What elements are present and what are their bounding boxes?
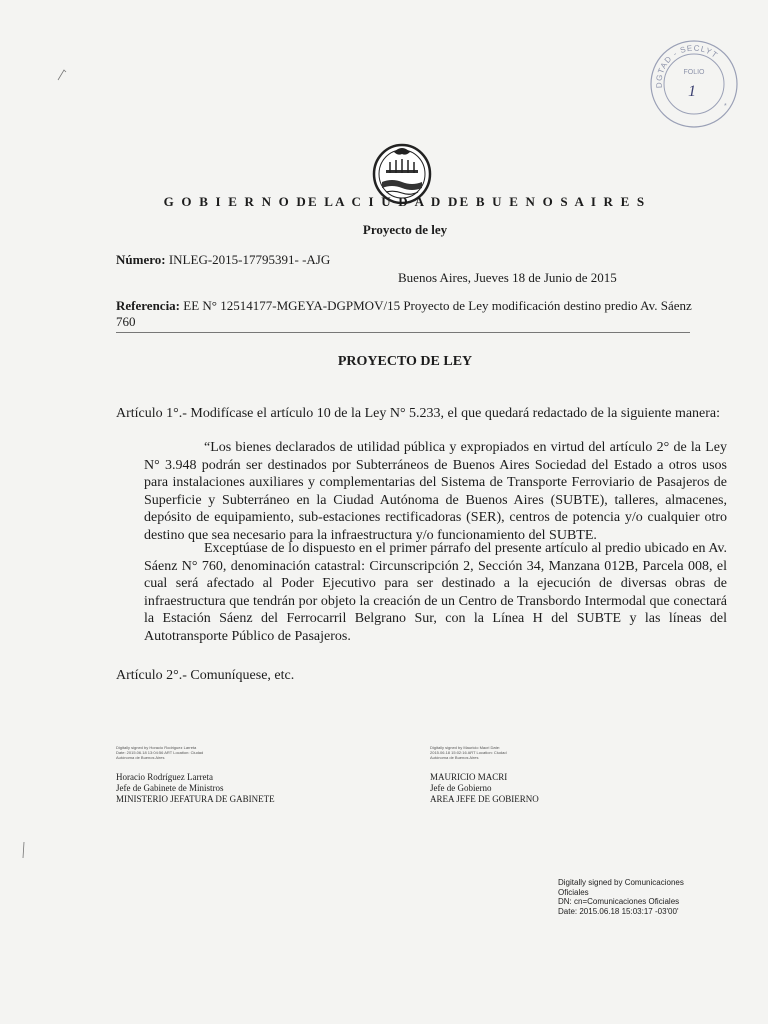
section-heading: PROYECTO DE LEY [337, 354, 473, 369]
stamp-mark: 1 [688, 83, 696, 100]
right-signature-stamp: Digitally signed by Mauricio Macri Date: 2015.06.18 15:02:16 ART Location: Ciudad Autónoma de Buenos Aires [430, 745, 507, 760]
stamp-top-text: DGTAD - SECLYT [654, 43, 720, 89]
folio-stamp [648, 38, 740, 130]
digital-line-3: DN: cn=Comunicaciones Oficiales [558, 897, 680, 906]
right-signature [430, 772, 539, 805]
left-signature-stamp: Digitally signed by Horacio Rodriguez Larreta Date: 2015.06.18 13:04:56 ART Location: Ciudad Autónoma de Buenos Aires [116, 745, 204, 760]
referencia-label: Referencia: [116, 298, 181, 313]
left-signer-org: MINISTERIO JEFATURA DE GABINETE [116, 794, 275, 804]
right-signer-org: AREA JEFE DE GOBIERNO [430, 794, 539, 804]
digital-signature-block [558, 878, 684, 916]
document-number [116, 252, 330, 268]
article-2: Artículo 2°.- Comuníquese, etc. [116, 668, 295, 683]
government-title: G O B I E R N O DE LA C I U D A D DE B U E N O S A I R E S [163, 194, 647, 209]
left-signer-name: Horacio Rodríguez Larreta [116, 772, 213, 782]
stamp-star: * [724, 103, 727, 110]
scan-mark [18, 840, 30, 860]
digital-line-1: Digitally signed by Comunicaciones [558, 878, 684, 887]
quote-text-1: “Los bienes declarados de utilidad pública y expropiados en virtud del artículo 2° de la Ley N° 3.948 podrán ser destinados por Subterráneos de Buenos Aires Sociedad del Estado a otros usos para instalaciones auxiliares y complementarias del Sistema de Transporte Ferroviario de Pasajeros de Superficie y Subterráneo en la Ciudad Autónoma de Buenos Aires (SUBTE), talleres, almacenes, depósito de equipamiento, sub-estaciones rectificadoras (SER), centros de potencia y/o cualquier otro destino que sea necesario para la infraestructura y/o funcionamiento del SUBTE. [144, 440, 727, 543]
right-signer-name: MAURICIO MACRI [430, 772, 508, 782]
quoted-paragraph-1 [144, 439, 727, 544]
stamp-label: FOLIO [683, 69, 705, 76]
numero-value: INLEG-2015-17795391- -AJG [165, 252, 331, 267]
right-signer-role: Jefe de Gobierno [430, 783, 492, 793]
left-signer-role: Jefe de Gabinete de Ministros [116, 783, 224, 793]
reference [116, 298, 696, 330]
quote-text-2: Exceptúase de lo dispuesto en el primer párrafo del presente artículo al predio ubicado en Av. Sáenz N° 760, denominación catastral: Circunscripción 2, Sección 34, Manzana 012B, Parcela 008, el cual será afectado al Poder Ejecutivo para ser destinado a la ejecución de diversas obras de infraestructura que tendrán por objeto la creación de un Centro de Transbordo Intermodal que conectará la Estación Sáenz del Ferrocarril Belgrano Sur, con la Línea H del SUBTE y las líneas del Autotransporte Público de Pasajeros. [144, 541, 727, 644]
document-type: Proyecto de ley [362, 222, 448, 237]
numero-label: Número: [116, 252, 166, 267]
divider [116, 332, 690, 333]
article-1: Artículo 1°.- Modifícase el artículo 10 de la Ley N° 5.233, el que quedará redactado de la siguiente manera: [116, 406, 721, 421]
left-signature [116, 772, 275, 805]
digital-line-4: Date: 2015.06.18 15:03:17 -03'00' [558, 906, 679, 916]
digital-line-2: Oficiales [558, 887, 589, 897]
scan-mark [50, 60, 80, 90]
quoted-paragraph-2 [144, 540, 727, 645]
document-date: Buenos Aires, Jueves 18 de Junio de 2015 [398, 270, 617, 285]
referencia-value: EE N° 12514177-MGEYA-DGPMOV/15 Proyecto de Ley modificación destino predio Av. Sáenz 760 [116, 298, 692, 329]
